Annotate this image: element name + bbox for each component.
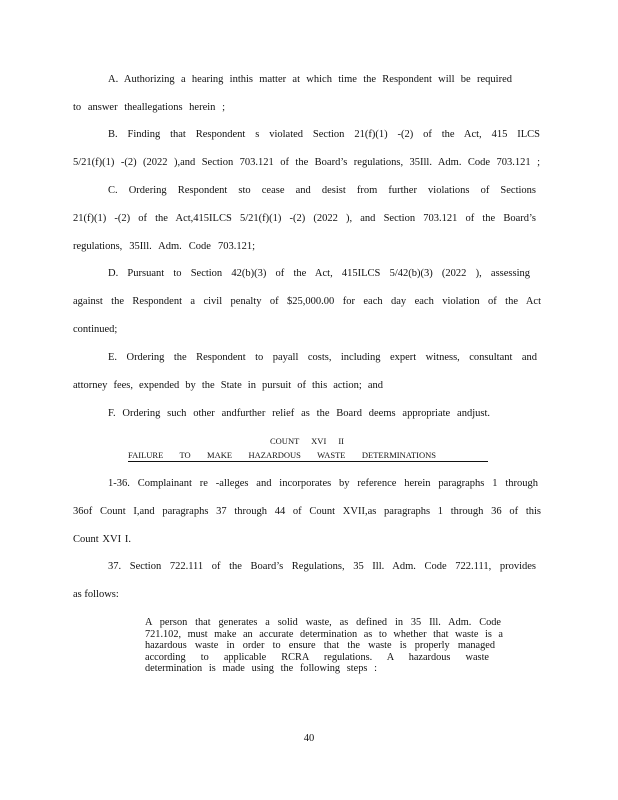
request-a-line-2: to answer theallegations herein ; <box>73 102 225 113</box>
request-d-line-2: against the Respondent a civil penalty of $25,000.00 for each day each violation of the Act <box>73 296 541 307</box>
request-c-line-3: regulations, 35Ill. Adm. Code 703.121; <box>73 241 255 252</box>
paragraph-1-36-line-1: 1-36. Complainant re -alleges and incorporates by reference herein paragraphs 1 through <box>108 478 538 489</box>
paragraph-1-36-line-2: 36of Count I,and paragraphs 37 through 44 of Count XVII,as paragraphs 1 through 36 of this <box>73 506 541 517</box>
count-heading: COUNT XVI II <box>270 436 344 446</box>
request-b-line-2: 5/21(f)(1) -(2) (2022 ),and Section 703.121 of the Board’s regulations, 35Ill. Adm. Code 703.121 ; <box>73 157 540 168</box>
heading-underline <box>128 461 488 462</box>
request-c-line-1: C. Ordering Respondent sto cease and desist from further violations of Sections <box>108 185 536 196</box>
request-d-line-3: continued; <box>73 324 118 335</box>
request-d-line-1: D. Pursuant to Section 42(b)(3) of the Act, 415ILCS 5/42(b)(3) (2022 ), assessing <box>108 268 530 279</box>
quote-line-5: determination is made using the following steps : <box>145 663 377 675</box>
request-f-line-1: F. Ordering such other andfurther relief as the Board deems appropriate andjust. <box>108 408 490 419</box>
request-c-line-2: 21(f)(1) -(2) of the Act,415ILCS 5/21(f)(1) -(2) (2022 ), and Section 703.121 of the Board’s <box>73 213 536 224</box>
quote-line-1: A person that generates a solid waste, as defined in 35 Ill. Adm. Code <box>145 617 501 628</box>
request-e-line-2: attorney fees, expended by the State in pursuit of this action; and <box>73 380 383 391</box>
quote-line-2: 721.102, must make an accurate determination as to whether that waste is a <box>145 628 503 640</box>
paragraph-1-36-line-3: Count XVI I. <box>73 534 131 545</box>
request-e-line-1: E. Ordering the Respondent to payall costs, including expert witness, consultant and <box>108 352 537 363</box>
paragraph-37-line-1: 37. Section 722.111 of the Board’s Regulations, 35 Ill. Adm. Code 722.111, provides <box>108 561 536 572</box>
page-number: 40 <box>303 733 315 744</box>
block-quote <box>145 617 505 675</box>
request-b-line-1: B. Finding that Respondent s violated Section 21(f)(1) -(2) of the Act, 415 ILCS <box>108 129 540 140</box>
count-subheading: FAILURE TO MAKE HAZARDOUS WASTE DETERMINATIONS <box>128 450 436 460</box>
quote-line-3: hazardous waste in order to ensure that the waste is properly managed <box>145 640 495 652</box>
request-a-line-1: A. Authorizing a hearing inthis matter at which time the Respondent will be required <box>108 74 512 85</box>
quote-line-4: according to applicable RCRA regulations. A hazardous waste <box>145 651 489 663</box>
paragraph-37-line-2: as follows: <box>73 589 119 600</box>
